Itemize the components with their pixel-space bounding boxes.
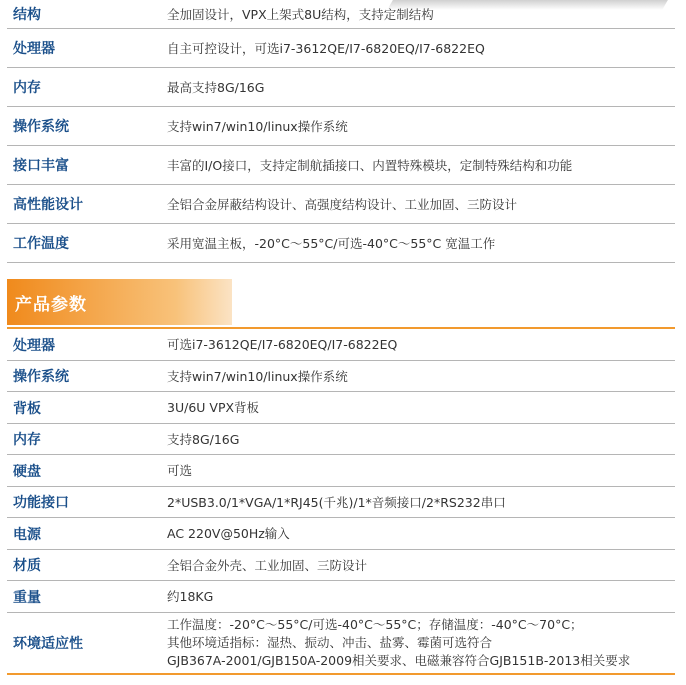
param-label: 背板 — [13, 400, 41, 417]
params-table — [7, 329, 675, 675]
param-row-os — [7, 361, 675, 392]
feature-row-memory — [7, 68, 675, 107]
param-value: 2*USB3.0/1*VGA/1*RJ45(千兆)/1*音频接口/2*RS232串口 — [167, 494, 506, 510]
param-row-memory — [7, 424, 675, 455]
feature-row-os — [7, 107, 675, 146]
section-title: 产品参数 — [15, 294, 87, 315]
feature-row-processor — [7, 29, 675, 68]
feature-value: 全铝合金屏蔽结构设计、高强度结构设计、工业加固、三防设计 — [167, 196, 518, 212]
param-row-disk — [7, 455, 675, 487]
param-label: 硬盘 — [13, 463, 41, 480]
features-table — [7, 0, 675, 263]
param-value: 可选i7-3612QE/I7-6820EQ/I7-6822EQ — [167, 337, 398, 352]
param-row-processor — [7, 329, 675, 361]
param-value: 3U/6U VPX背板 — [167, 400, 260, 415]
feature-value: 最高支持8G/16G — [167, 79, 265, 95]
feature-value: 自主可控设计，可选i7-3612QE/I7-6820EQ/I7-6822EQ — [167, 40, 485, 56]
feature-value: 全加固设计，VPX上架式8U结构，支持定制结构 — [167, 6, 434, 22]
feature-label: 内存 — [13, 80, 41, 96]
param-row-backplane — [7, 392, 675, 424]
feature-label: 操作系统 — [13, 119, 69, 135]
env-line: 工作温度：-20°C～55°C/可选-40°C～55°C；存储温度：-40°C～70°C； — [167, 617, 583, 632]
section-tab — [7, 279, 232, 325]
param-label: 功能接口 — [13, 495, 69, 511]
param-value: 约18KG — [167, 589, 214, 604]
param-label: 电源 — [13, 526, 41, 543]
feature-label: 高性能设计 — [13, 197, 83, 213]
env-line: GJB367A-2001/GJB150A-2009相关要求、电磁兼容符合GJB151B-2013相关要求 — [167, 653, 631, 668]
feature-row-performance — [7, 185, 675, 224]
params-section-header — [7, 279, 675, 329]
param-value-multiline — [167, 616, 675, 670]
feature-label: 处理器 — [13, 41, 55, 57]
param-label: 内存 — [13, 432, 41, 448]
param-value: 全铝合金外壳、工业加固、三防设计 — [167, 557, 368, 573]
param-label: 材质 — [13, 558, 41, 574]
feature-value: 采用宽温主板，-20°C～55°C/可选-40°C～55°C 宽温工作 — [167, 235, 496, 251]
param-row-weight — [7, 581, 675, 613]
feature-row-temperature — [7, 224, 675, 263]
feature-value: 支持win7/win10/linux操作系统 — [167, 118, 348, 134]
feature-row-interfaces — [7, 146, 675, 185]
param-label: 环境适应性 — [13, 636, 83, 652]
param-value: 支持win7/win10/linux操作系统 — [167, 368, 348, 384]
env-line: 其他环境适指标：湿热、振动、冲击、盐雾、霉菌可选符合 — [167, 635, 493, 650]
feature-label: 工作温度 — [13, 236, 69, 252]
param-value: 可选 — [167, 463, 193, 478]
feature-row-structure — [7, 0, 675, 29]
param-value: AC 220V@50Hz输入 — [167, 526, 290, 541]
param-row-power — [7, 518, 675, 550]
param-row-ports — [7, 487, 675, 518]
feature-value: 丰富的I/O接口，支持定制航插接口、内置特殊模块，定制特殊结构和功能 — [167, 157, 573, 173]
feature-label: 接口丰富 — [13, 158, 69, 174]
param-label: 处理器 — [13, 337, 55, 354]
param-value: 支持8G/16G — [167, 431, 240, 447]
param-row-environment — [7, 613, 675, 675]
param-label: 重量 — [13, 589, 41, 606]
param-label: 操作系统 — [13, 369, 69, 385]
feature-label: 结构 — [13, 7, 41, 23]
param-row-material — [7, 550, 675, 581]
